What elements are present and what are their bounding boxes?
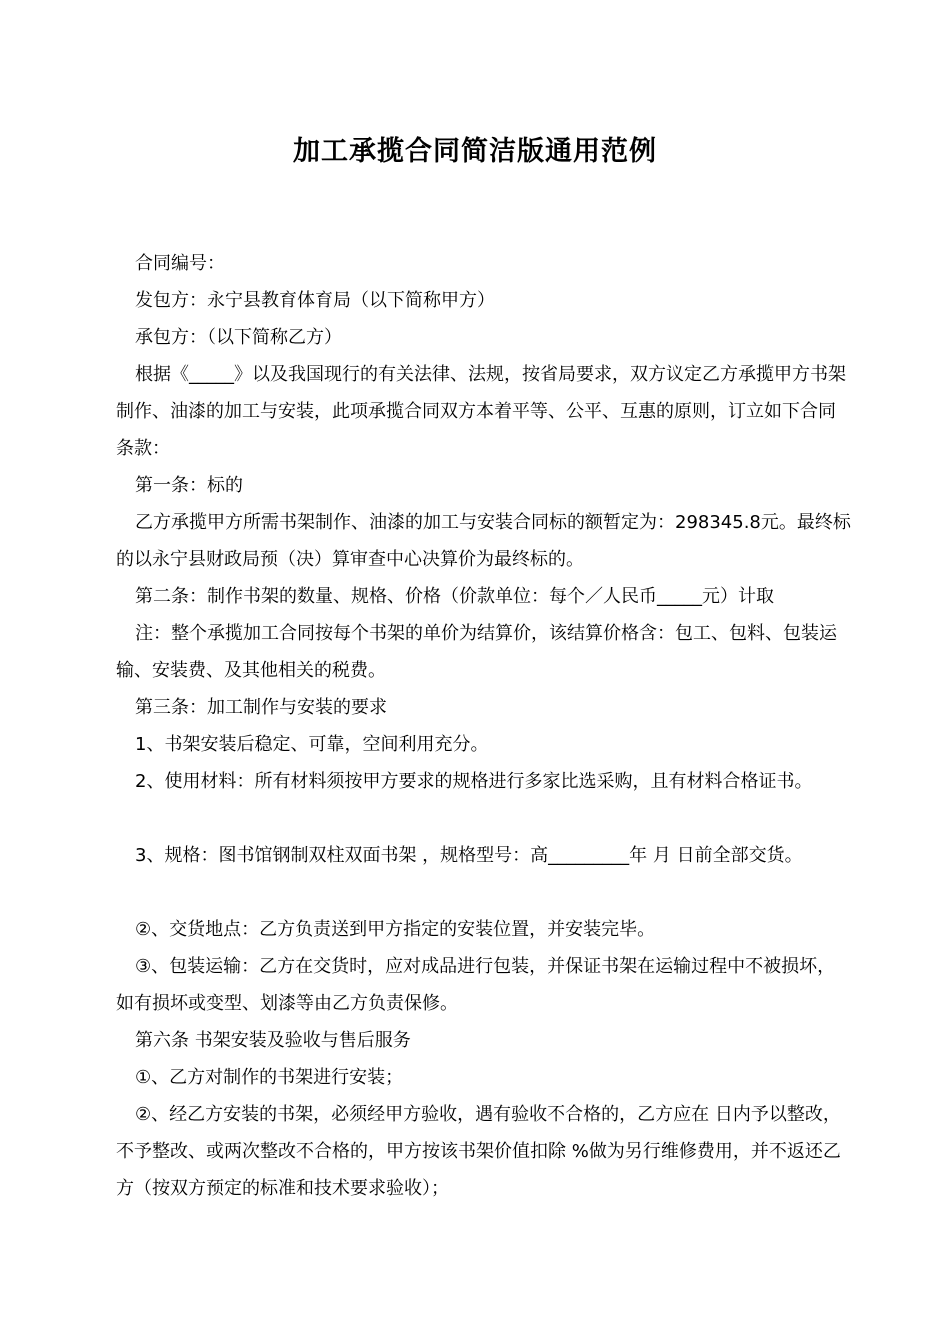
document-body <box>116 245 852 1207</box>
paragraph-party-a: 发包方：永宁县教育体育局（以下简称甲方） <box>135 290 495 311</box>
paragraph-acceptance: ②、经乙方安装的书架，必须经甲方验收，遇有验收不合格的，乙方应在 日内予以整改，不予整改、或两次整改不合格的，甲方按该书架价值扣除 %做为另行维修费用，并不返还乙方（按双方预定的标准和技术要求验收）； <box>116 1104 841 1199</box>
paragraph-requirement-2: 2、使用材料：所有材料须按甲方要求的规格进行多家比选采购，且有材料合格证书。 <box>135 771 813 792</box>
document-title: 加工承揽合同简洁版通用范例 <box>293 136 657 167</box>
paragraph-article-1-heading: 第一条：标的 <box>135 475 243 496</box>
paragraph-article-6-heading: 第六条 书架安装及验收与售后服务 <box>135 1030 411 1051</box>
paragraph-requirement-1: 1、书架安装后稳定、可靠，空间利用充分。 <box>135 734 489 755</box>
paragraph-article-2-note: 注：整个承揽加工合同按每个书架的单价为结算价，该结算价格含：包工、包料、包装运输、安装费、及其他相关的税费。 <box>116 623 837 681</box>
paragraph-article-1-body: 乙方承揽甲方所需书架制作、油漆的加工与安装合同标的额暂定为：298345.8元。最终标的以永宁县财政局预（决）算审查中心决算价为最终标的。 <box>116 512 851 570</box>
paragraph-party-b: 承包方：（以下简称乙方） <box>135 327 342 348</box>
paragraph-delivery-location: ②、交货地点：乙方负责送到甲方指定的安装位置，并安装完毕。 <box>135 919 656 940</box>
paragraph-installation: ①、乙方对制作的书架进行安装； <box>135 1067 404 1088</box>
paragraph-contract-number: 合同编号： <box>135 253 225 274</box>
paragraph-packaging: ③、包装运输：乙方在交货时，应对成品进行包装，并保证书架在运输过程中不被损坏，如有损坏或变型、划漆等由乙方负责保修。 <box>116 956 836 1014</box>
paragraph-article-2-heading: 第二条：制作书架的数量、规格、价格（价款单位：每个／人民币_____元）计取 <box>135 586 774 607</box>
paragraph-preamble: 根据《_____》以及我国现行的有关法律、法规，按省局要求，双方议定乙方承揽甲方书架制作、油漆的加工与安装，此项承揽合同双方本着平等、公平、互惠的原则，订立如下合同条款： <box>116 364 846 459</box>
paragraph-requirement-3: 3、规格：图书馆钢制双柱双面书架 ，规格型号：高_________年 月 日前全部交货。 <box>135 845 803 866</box>
paragraph-article-3-heading: 第三条：加工制作与安装的要求 <box>135 697 387 718</box>
